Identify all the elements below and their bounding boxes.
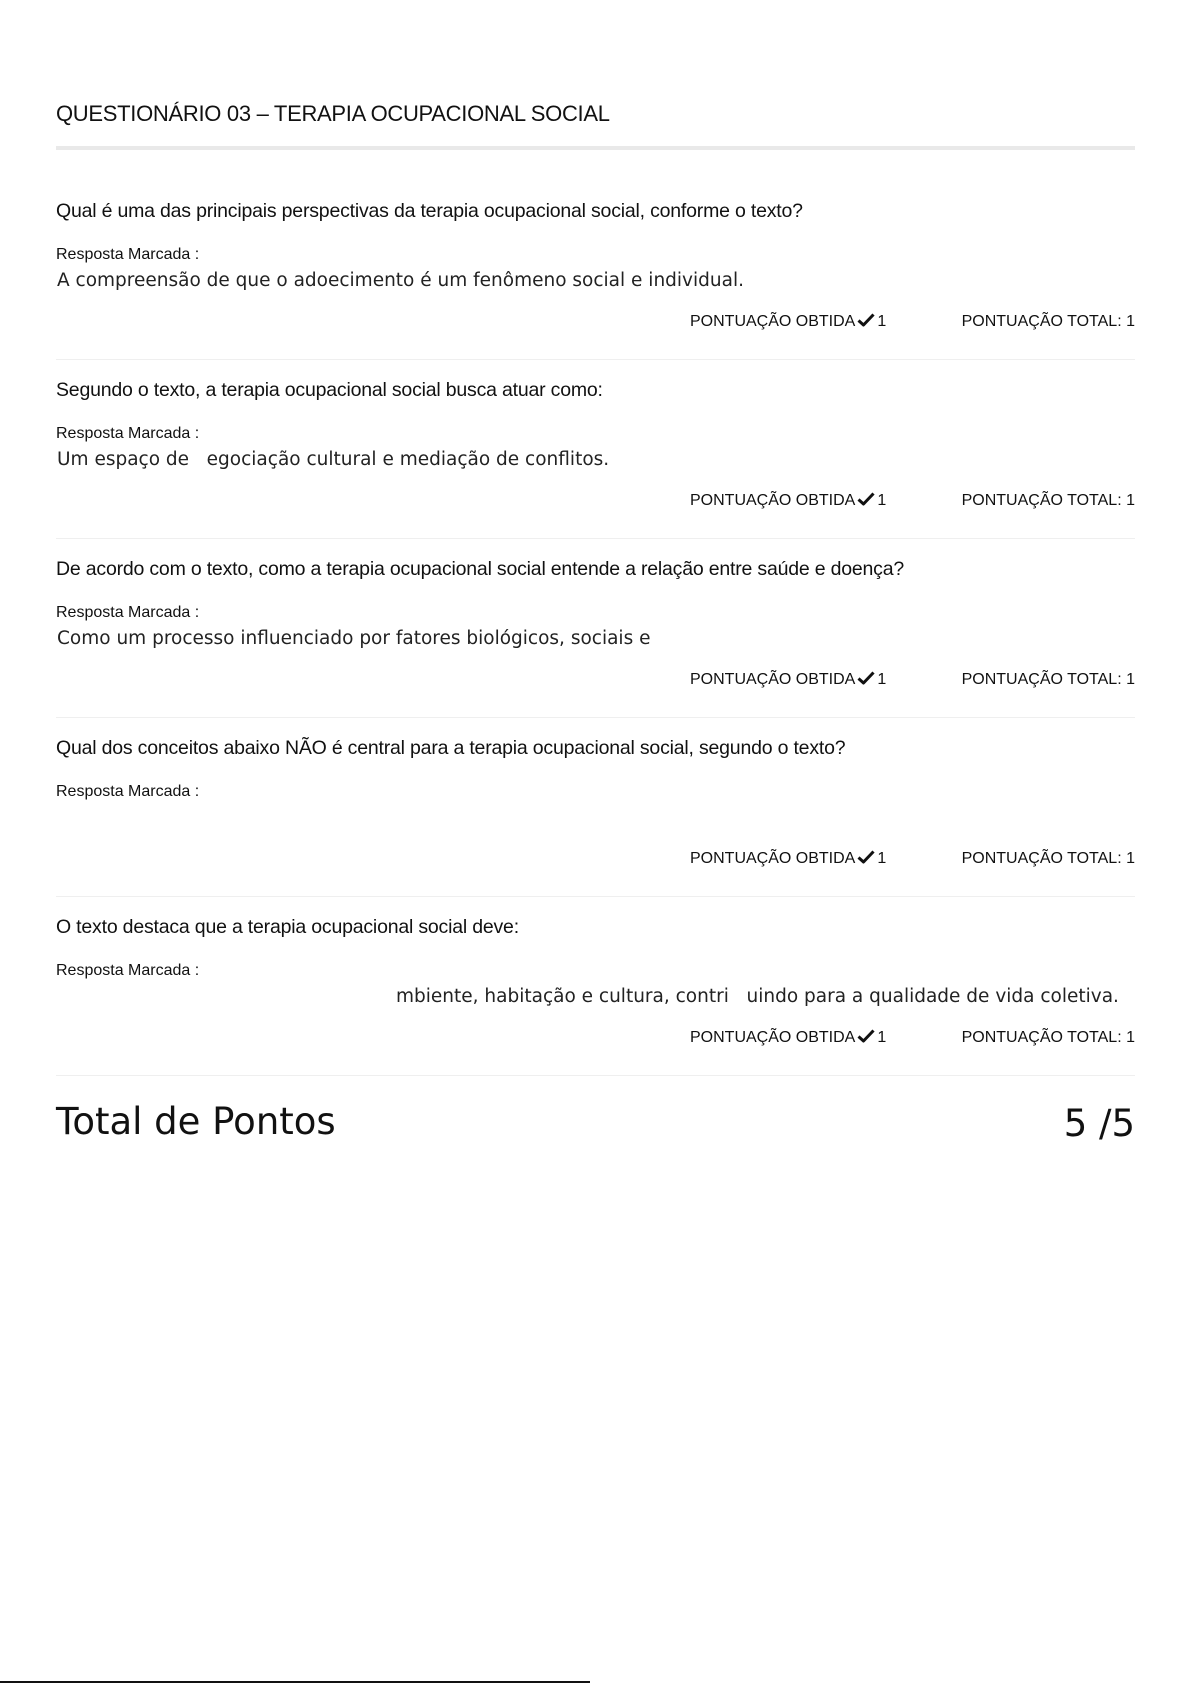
answer-label: Resposta Marcada : (56, 246, 200, 263)
question-divider (56, 359, 1135, 360)
score-row (690, 1029, 1135, 1053)
title-divider (56, 146, 1135, 150)
score-row (690, 671, 1135, 695)
check-icon (857, 671, 875, 685)
question-text: Segundo o texto, a terapia ocupacional social busca atuar como: (56, 379, 603, 401)
score-total (962, 671, 1135, 689)
score-total (962, 492, 1135, 510)
score-obtained-label: PONTUAÇÃO OBTIDA (690, 671, 856, 688)
score-obtained-value: 1 (877, 313, 887, 330)
question-block (56, 916, 1135, 1095)
page-bottom-border (0, 1681, 590, 1683)
check-icon (857, 1029, 875, 1043)
answer-label: Resposta Marcada : (56, 604, 200, 621)
score-obtained-value: 1 (877, 671, 887, 688)
score-total (962, 313, 1135, 331)
score-obtained-label: PONTUAÇÃO OBTIDA (690, 1029, 856, 1046)
score-total-label: PONTUAÇÃO TOTAL: (961, 671, 1122, 688)
score-total-value: 1 (1126, 1029, 1135, 1046)
score-obtained (690, 1029, 886, 1047)
score-row (690, 850, 1135, 874)
check-icon (857, 313, 875, 327)
score-row (690, 313, 1135, 337)
question-divider (56, 717, 1135, 718)
score-total (962, 850, 1135, 868)
score-obtained-label: PONTUAÇÃO OBTIDA (690, 313, 856, 330)
score-total-label: PONTUAÇÃO TOTAL: (961, 1029, 1122, 1046)
question-text: De acordo com o texto, como a terapia ocupacional social entende a relação entre saúde e doença? (56, 558, 905, 580)
score-obtained (690, 492, 886, 510)
answer-label: Resposta Marcada : (56, 425, 200, 442)
score-row (690, 492, 1135, 516)
score-total-label: PONTUAÇÃO TOTAL: (961, 313, 1122, 330)
score-obtained-label: PONTUAÇÃO OBTIDA (690, 492, 856, 509)
answer-label: Resposta Marcada : (56, 962, 200, 979)
question-block (56, 379, 1135, 558)
question-block (56, 558, 1135, 737)
score-total-value: 1 (1126, 850, 1135, 867)
total-points-label: Total de Pontos (56, 1100, 336, 1143)
answer-label: Resposta Marcada : (56, 783, 200, 800)
score-obtained-value: 1 (877, 850, 887, 867)
page-title: QUESTIONÁRIO 03 – TERAPIA OCUPACIONAL SOCIAL (56, 101, 610, 126)
answer-text: mbiente, habitação e cultura, contri uindo para a qualidade de vida coletiva. (396, 986, 1119, 1007)
check-icon (857, 492, 875, 506)
question-text: Qual dos conceitos abaixo NÃO é central para a terapia ocupacional social, segundo o texto? (56, 737, 846, 759)
score-total-value: 1 (1126, 313, 1135, 330)
question-text: Qual é uma das principais perspectivas da terapia ocupacional social, conforme o texto? (56, 200, 803, 222)
score-obtained (690, 850, 886, 868)
answer-text: A compreensão de que o adoecimento é um fenômeno social e individual. (57, 270, 744, 291)
check-icon (857, 850, 875, 864)
question-block (56, 200, 1135, 379)
score-total-value: 1 (1126, 671, 1135, 688)
score-obtained-value: 1 (877, 1029, 887, 1046)
score-obtained (690, 313, 886, 331)
score-total (962, 1029, 1135, 1047)
question-text: O texto destaca que a terapia ocupacional social deve: (56, 916, 519, 938)
score-obtained-label: PONTUAÇÃO OBTIDA (690, 850, 856, 867)
question-divider (56, 896, 1135, 897)
question-divider (56, 1075, 1135, 1076)
question-divider (56, 538, 1135, 539)
question-block (56, 737, 1135, 916)
total-points-value: 5 /5 (1063, 1102, 1135, 1145)
score-obtained (690, 671, 886, 689)
answer-text: Um espaço de egociação cultural e mediação de conflitos. (57, 449, 610, 470)
score-total-label: PONTUAÇÃO TOTAL: (961, 492, 1122, 509)
score-total-label: PONTUAÇÃO TOTAL: (961, 850, 1122, 867)
score-obtained-value: 1 (877, 492, 887, 509)
answer-text: Como um processo influenciado por fatores biológicos, sociais e (57, 628, 651, 649)
score-total-value: 1 (1126, 492, 1135, 509)
